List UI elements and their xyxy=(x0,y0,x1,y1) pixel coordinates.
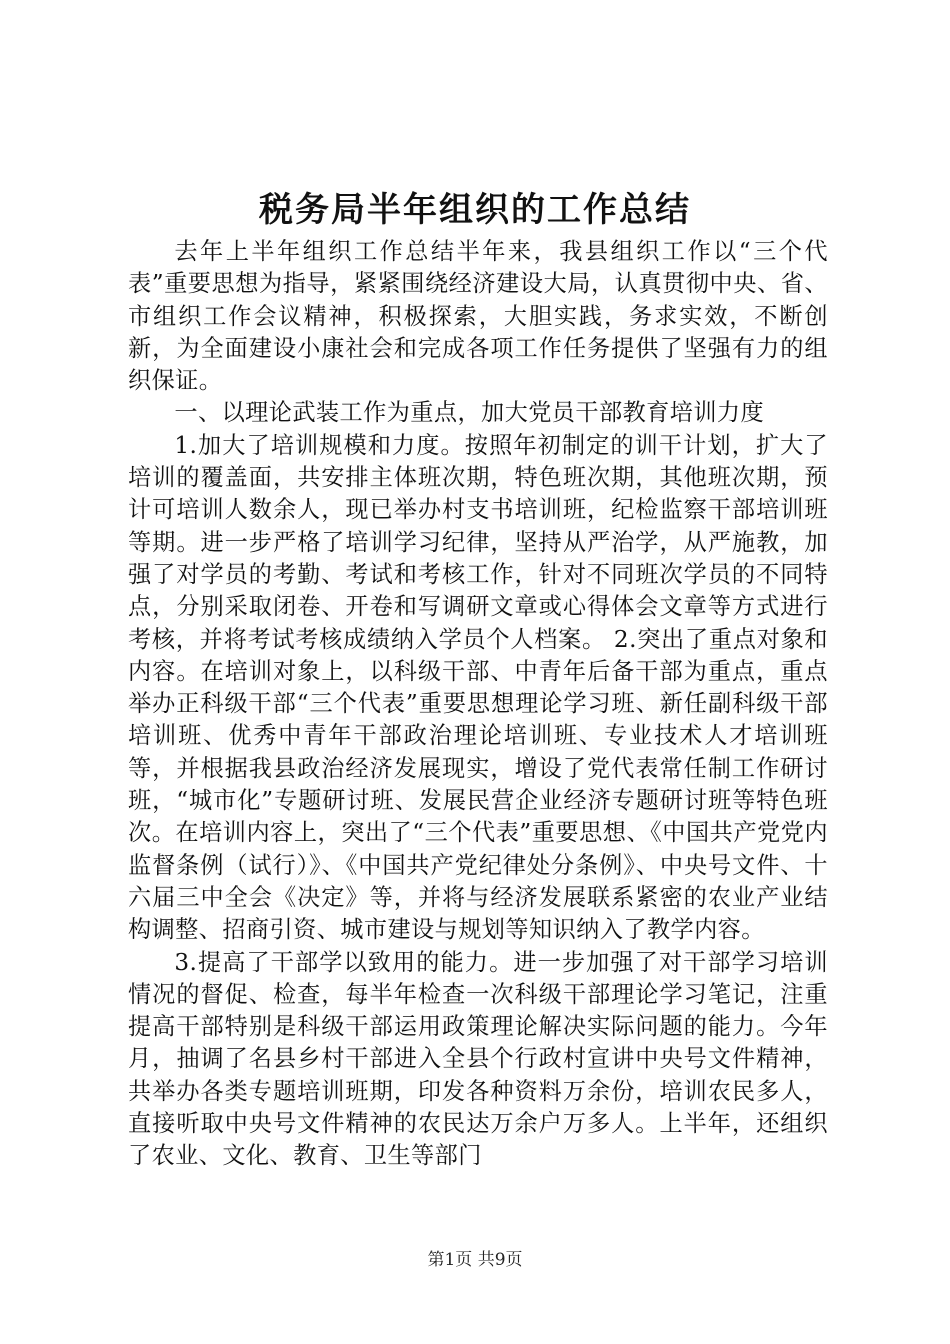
paragraph-item-3: 3.提高了干部学以致用的能力。进一步加强了对干部学习培训情况的督促、检查，每半年检查一次科级干部理论学习笔记，注重提高干部特别是科级干部运用政策理论解决实际问题的能力。今年月，抽调了名县乡村干部进入全县个行政村宣讲中央号文件精神，共举办各类专题培训班期，印发各种资料万余份，培训农民多人，直接听取中央号文件精神的农民达万余户万多人。上半年，还组织了农业、文化、教育、卫生等部门 xyxy=(128,948,828,1170)
document-title: 税务局半年组织的工作总结 xyxy=(259,190,691,230)
paragraph-intro: 去年上半年组织工作总结半年来，我县组织工作以“三个代表”重要思想为指导，紧紧围绕经济建设大局，认真贯彻中央、省、市组织工作会议精神，积极探索，大胆实践，务求实效，不断创新，为全面建设小康社会和完成各项工作任务提供了坚强有力的组织保证。 xyxy=(128,238,828,395)
section-heading: 一、以理论武装工作为重点，加大党员干部教育培训力度 xyxy=(174,399,765,427)
document-body xyxy=(128,236,828,1173)
page-footer: 第1页 共9页 xyxy=(427,1250,523,1270)
paragraph-item-1-2: 1.加大了培训规模和力度。按照年初制定的训干计划，扩大了培训的覆盖面，共安排主体班次期，特色班次期，其他班次期，预计可培训人数余人，现已举办村支书培训班，纪检监察干部培训班等期。进一步严格了培训学习纪律，坚持从严治学，从严施教，加强了对学员的考勤、考试和考核工作，针对不同班次学员的不同特点，分别采取闭卷、开卷和写调研文章或心得体会文章等方式进行考核，并将考试考核成绩纳入学员个人档案。 2.突出了重点对象和内容。在培训对象上，以科级干部、中青年后备干部为重点，重点举办正科级干部“三个代表”重要思想理论学习班、新任副科级干部培训班、优秀中青年干部政治理论培训班、专业技术人才培训班等，并根据我县政治经济发展现实，增设了党代表常任制工作研讨班，“城市化”专题研讨班、发展民营企业经济专题研讨班等特色班次。在培训内容上，突出了“三个代表”重要思想、《中国共产党党内监督条例（试行）》、《中国共产党纪律处分条例》、中央号文件、十六届三中全会《决定》等，并将与经济发展联系紧密的农业产业结构调整、招商引资、城市建设与规划等知识纳入了教学内容。 xyxy=(128,431,828,944)
